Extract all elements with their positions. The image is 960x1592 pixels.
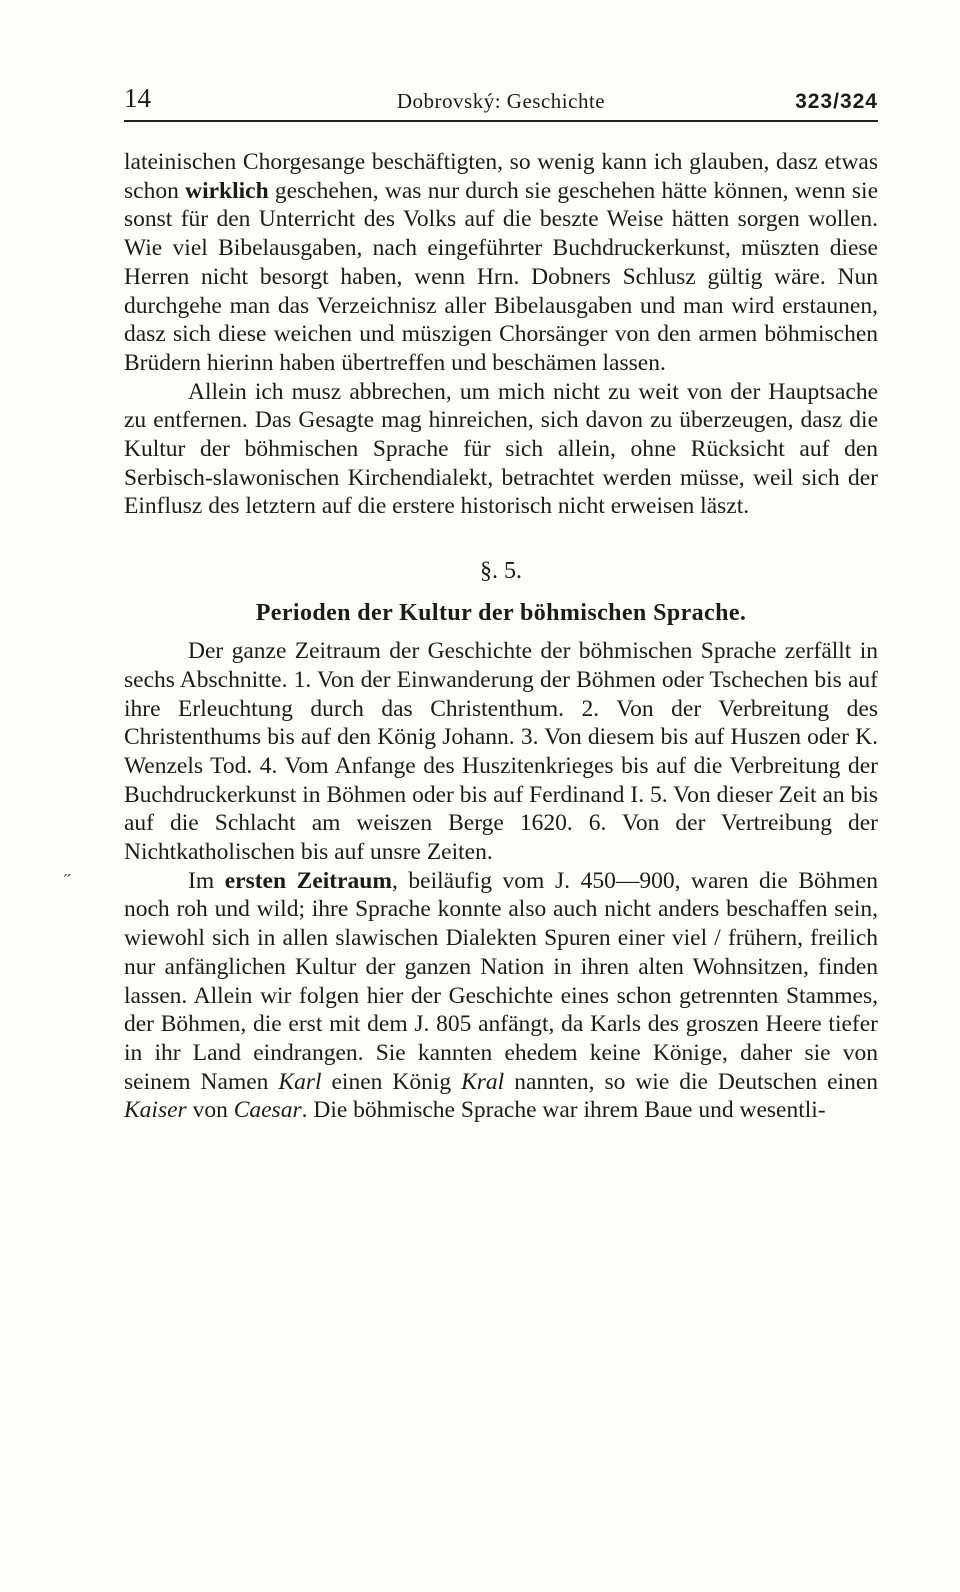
folio-number: 323/324 bbox=[795, 90, 878, 113]
italic-kaiser: Kaiser bbox=[124, 1097, 187, 1124]
paragraph-3: Der ganze Zeitraum der Geschichte der böhmischen Sprache zerfällt in sechs Abschnitte. 1. Von der Einwanderung der Böhmen oder Tschechen bis auf ihre Erleuchtung durch das Christenthum. 2. Von der Verbreitung des Christenthums bis auf den König Johann. 3. Von diesem bis auf Huszen oder K. Wenzels Tod. 4. Vom Anfange des Huszitenkrieges bis auf die Verbreitung der Buchdruckerkunst in Böhmen oder bis auf Ferdinand I. 5. Von dieser Zeit an bis auf die Schlacht am weiszen Berge 1620. 6. Von der Vertreibung der Nichtkatholischen bis auf unsre Zeiten. bbox=[124, 638, 878, 866]
page-number: 14 bbox=[124, 83, 151, 113]
page-header bbox=[124, 84, 878, 122]
section-number: §. 5. bbox=[480, 558, 522, 585]
body-text bbox=[124, 148, 878, 1125]
emphasis-ersten-zeitraum: ersten Zeitraum bbox=[224, 867, 392, 894]
italic-kral: Kral bbox=[461, 1068, 505, 1095]
running-title: Dobrovský: Geschichte bbox=[396, 89, 606, 113]
margin-mark: ˶ bbox=[64, 862, 71, 884]
section-title: Perioden der Kultur der böhmischen Sprache. bbox=[255, 600, 747, 627]
paragraph-2: Allein ich musz abbrechen, um mich nicht zu weit von der Hauptsache zu entfernen. Das Gesagte mag hinreichen, sich davon zu überzeugen, dasz die Kultur der böhmischen Sprache für sich allein, ohne Rücksicht auf den Serbisch-slawonischen Kirchendialekt, betrachtet werden müsse, weil sich der Einflusz des letztern auf die erstere historisch nicht erweisen läszt. bbox=[124, 378, 878, 520]
paragraph-1: lateinischen Chorgesange beschäftigten, so wenig kann ich glauben, dasz etwas schon wirklich geschehen, was nur durch sie geschehen hätte können, wenn sie sonst für den Unterricht des Volks auf die beszte Weise hätten sorgen wollen. Wie viel Bibelausgaben, nach eingeführter Buchdruckerkunst, müszten diese Herren nicht besorgt haben, wenn Hrn. Dobners Schlusz gültig wäre. Nun durchgehe man das Verzeichnisz aller Bibelausgaben und man wird erstaunen, dasz sich diese weichen und müszigen Chorsänger von den armen böhmischen Brüdern hierinn haben übertreffen und beschämen lassen. bbox=[124, 149, 879, 376]
paragraph-4: Im ersten Zeitraum, beiläufig vom J. 450—900, waren die Böhmen noch roh und wild; ihre Sprache konnte also auch nicht anders beschaffen sein, wiewohl sich in allen slawischen Dialekten Spuren einer viel / frühern, freilich nur anfänglichen Kultur der ganzen Nation in ihren alten Wohnsitzen, finden lassen. Allein wir folgen hier der Geschichte eines schon getrennten Stammes, der Böhmen, die erst mit dem J. 805 anfängt, da Karls des groszen Heere tiefer in ihr Land eindrangen. Sie kannten ehedem keine Könige, daher sie von seinem Namen Karl einen König Kral nannten, so wie die Deutschen einen Kaiser von Caesar. Die böhmische Sprache war ihrem Baue und wesentli- bbox=[124, 867, 879, 1124]
emphasis-wirklich: wirklich bbox=[185, 177, 269, 204]
italic-karl: Karl bbox=[278, 1068, 322, 1095]
italic-caesar: Caesar bbox=[233, 1097, 302, 1124]
